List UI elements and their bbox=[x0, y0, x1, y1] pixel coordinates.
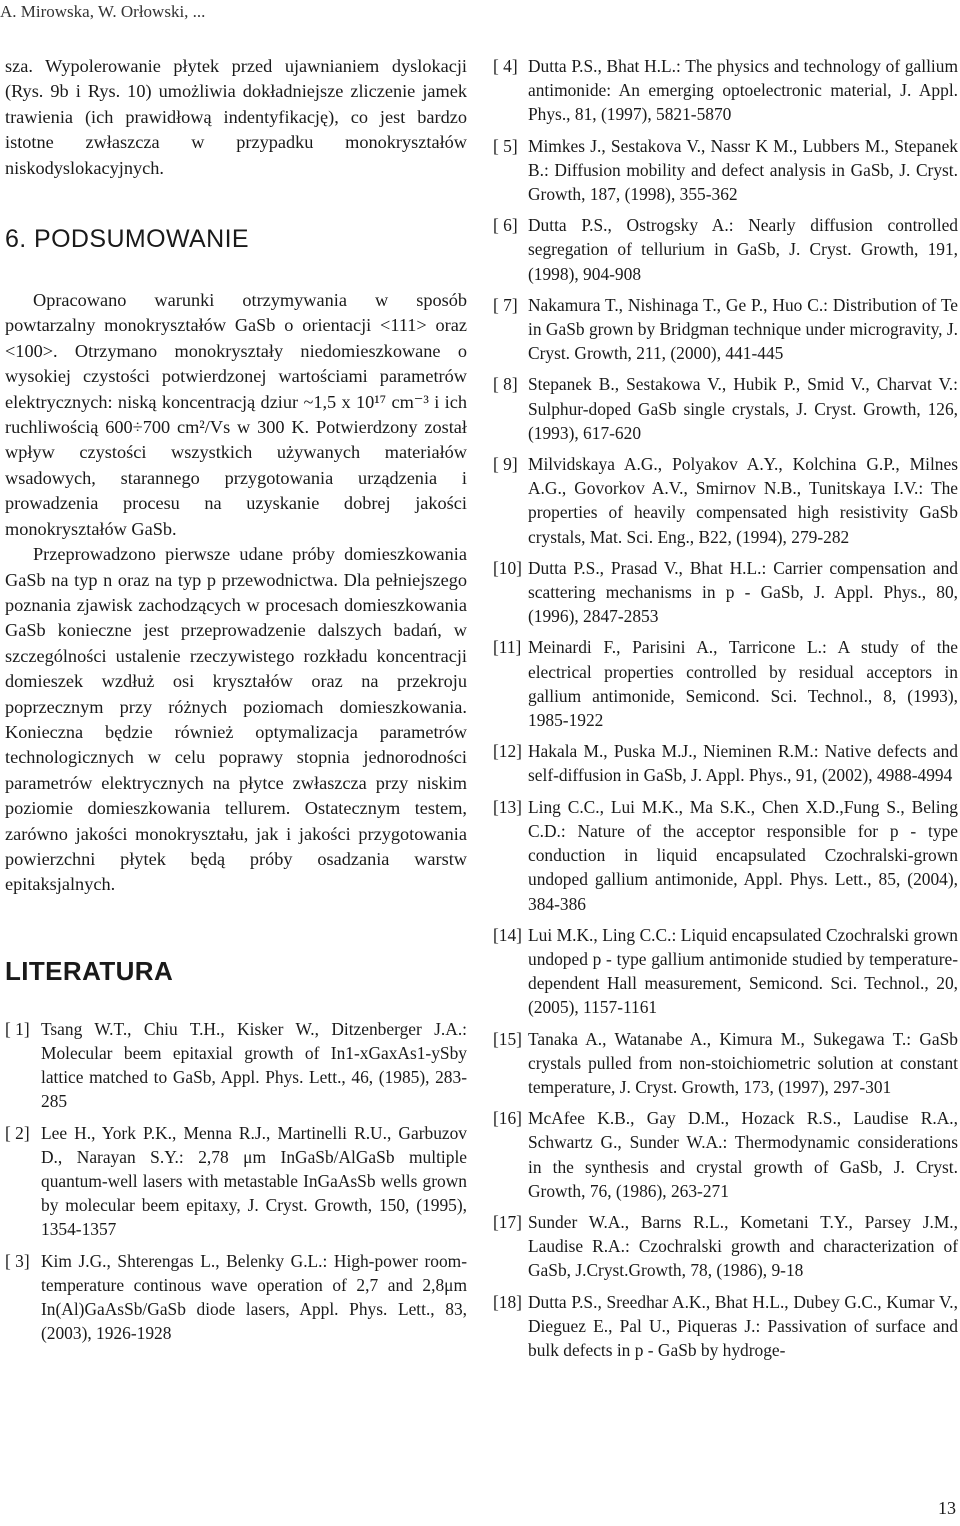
reference-text: Dutta P.S., Prasad V., Bhat H.L.: Carrier compensation and scattering mechanisms in p - GaSb, J. Appl. Phys., 80, (1996), 2847-2853 bbox=[528, 557, 958, 627]
section-heading-literatura: LITERATURA bbox=[5, 955, 174, 986]
reference-text: Ling C.C., Lui M.K., Ma S.K., Chen X.D.,Fung S., Beling C.D.: Nature of the acceptor responsible for p - type conduction in liquid encapsulated Czochralski-grown undoped gallium antimonide, Appl. Phys. Lett., 85, (2004), 384-386 bbox=[528, 796, 958, 914]
reference-text: Lui M.K., Ling C.C.: Liquid encapsulated Czochralski grown undoped p - type gallium antimonide studied by temperature-dependent Hall measurement, Semicond. Sci. Technol., 20, (2005), 1157-1161 bbox=[528, 924, 958, 1018]
reference-item bbox=[493, 635, 958, 732]
reference-text: Dutta P.S., Ostrogsky A.: Nearly diffusion controlled segregation of tellurium in GaSb, J. Cryst. Growth, 191, (1998), 904-908 bbox=[528, 215, 958, 284]
reference-item bbox=[493, 1027, 958, 1100]
reference-number: [ 6] bbox=[493, 215, 518, 236]
reference-number: [ 4] bbox=[493, 56, 518, 76]
reference-number: [18] bbox=[493, 1291, 522, 1312]
left-column bbox=[5, 54, 467, 1352]
reference-item bbox=[493, 213, 958, 286]
reference-text: Nakamura T., Nishinaga T., Ge P., Huo C.: Distribution of Te in GaSb grown by Bridgman technique under microgravity, J. Cryst. Growth, 211, (2000), 441-445 bbox=[528, 294, 958, 364]
running-head: A. Mirowska, W. Orłowski, ... bbox=[0, 2, 206, 21]
reference-text: Stepanek B., Sestakowa V., Hubik P., Smid V., Charvat V.: Sulphur-doped GaSb single crystals, J. Cryst. Growth, 126, (1993), 617-620 bbox=[528, 374, 958, 443]
reference-text: Tanaka A., Watanabe A., Kimura M., Sukegawa T.: GaSb crystals pulled from non-stoichiometric solution at constant temperature, J. Cryst. Growth, 173, (1997), 297-301 bbox=[528, 1028, 958, 1097]
reference-item bbox=[493, 293, 958, 366]
reference-number: [ 7] bbox=[493, 294, 518, 315]
reference-text: Milvidskaya A.G., Polyakov A.Y., Kolchina G.P., Milnes A.G., Govorkov A.V., Smirnov N.B., Tunitskaya I.V.: The properties of heavily compensated high resistivity GaSb crystals, Mat. Sci. Eng., B22, (1994), 279-282 bbox=[528, 454, 958, 547]
reference-text: McAfee K.B., Gay D.M., Hozack R.S., Laudise R.A., Schwartz G., Sunder W.A.: Thermodynamic considerations in the synthesis and crystal growth of GaSb, J. Cryst. Growth, 76, (1986), 263-271 bbox=[528, 1108, 958, 1201]
reference-item bbox=[5, 1249, 467, 1346]
reference-number: [16] bbox=[493, 1108, 522, 1129]
reference-number: [ 3] bbox=[5, 1250, 30, 1271]
reference-text: Kim J.G., Shterengas L., Belenky G.L.: High-power room-temperature continous wave operation of 2,7 and 2,8μm In(Al)GaAsSb/GaSb diode lasers, Appl. Phys. Lett., 83, (2003), 1926-1928 bbox=[41, 1250, 467, 1344]
reference-number: [17] bbox=[493, 1211, 522, 1232]
intro-paragraph: sza. Wypolerowanie płytek przed ujawnianiem dyslokacji (Rys. 9b i Rys. 10) umożliwia dokładniejsze zliczenie jamek trawienia (ich prawidłową indentyfikację), co jest bardzo istotne zwłaszcza w przypadku monokryształów niskodyslokacyjnych. bbox=[5, 56, 467, 178]
reference-number: [11] bbox=[493, 637, 522, 658]
reference-number: [ 5] bbox=[493, 135, 518, 156]
reference-number: [ 1] bbox=[5, 1018, 30, 1039]
reference-item bbox=[5, 1121, 467, 1242]
reference-item bbox=[493, 452, 958, 549]
reference-number: [14] bbox=[493, 924, 522, 945]
reference-text: Meinardi F., Parisini A., Tarricone L.: A study of the electrical properties controlled by residual acceptors in gallium antimonide, Semicond. Sci. Technol., 8, (1993), 1985-1922 bbox=[528, 637, 958, 731]
reference-number: [ 8] bbox=[493, 374, 518, 395]
reference-list-right bbox=[493, 54, 958, 1362]
reference-text: Hakala M., Puska M.J., Nieminen R.M.: Native defects and self-diffusion in GaSb, J. Appl. Phys., 91, (2002), 4988-4994 bbox=[528, 741, 958, 786]
summary-paragraph: Opracowano warunki otrzymywania w sposób powtarzalny monokryształów GaSb o orientacji <111> oraz <100>. Otrzymano monokryształy niedomieszkowane o wysokiej czystości potwierdzonej wartościami parametrów elektrycznych: niską koncentracją dziur ~1,5 x 10¹⁷ cm⁻³ i ich ruchliwością 600÷700 cm²/Vs w 300 K. Potwierdzony został wpływ czystości wszystkich używanych materiałów wsadowych, starannego przygotowania urządzenia i prowadzenia procesu na uzyskanie dobrej jakości monokryształów GaSb. bbox=[5, 290, 467, 539]
reference-number: [10] bbox=[493, 557, 522, 578]
reference-text: Dutta P.S., Sreedhar A.K., Bhat H.L., Dubey G.C., Kumar V., Dieguez E., Pal U., Piqueras J.: Passivation of surface and bulk defects in p - GaSb by hydroge- bbox=[528, 1291, 958, 1360]
reference-item bbox=[493, 1290, 958, 1363]
reference-item bbox=[493, 134, 958, 207]
reference-item bbox=[493, 54, 958, 127]
reference-item bbox=[493, 556, 958, 629]
page-number: 13 bbox=[938, 1498, 956, 1518]
reference-text: Sunder W.A., Barns R.L., Kometani T.Y., Parsey J.M., Laudise R.A.: Czochralski growth and characterization of GaSb, J.Cryst.Growth, 78, (1986), 9-18 bbox=[528, 1211, 958, 1281]
reference-item bbox=[493, 372, 958, 445]
reference-item bbox=[493, 1106, 958, 1203]
reference-text: Mimkes J., Sestakova V., Nassr K M., Lubbers M., Stepanek B.: Diffusion mobility and defect analysis in GaSb, J. Cryst. Growth, 187, (1998), 355-362 bbox=[528, 135, 958, 205]
reference-item bbox=[493, 1210, 958, 1283]
reference-list-left bbox=[5, 1017, 467, 1346]
reference-number: [13] bbox=[493, 796, 522, 817]
reference-number: [ 2] bbox=[5, 1122, 30, 1143]
reference-text: Lee H., York P.K., Menna R.J., Martinelli R.U., Garbuzov D., Narayan S.Y.: 2,78 μm InGaSb/AlGaSb multiple quantum-well lasers with metastable InGaAsSb wells grown by molecular beem epitaxy, J. Cryst. Growth, 150, (1995), 1354-1357 bbox=[41, 1122, 467, 1240]
reference-item bbox=[493, 923, 958, 1020]
reference-item bbox=[493, 795, 958, 916]
reference-item bbox=[5, 1017, 467, 1114]
reference-number: [12] bbox=[493, 741, 522, 762]
reference-item bbox=[493, 739, 958, 787]
right-column bbox=[493, 54, 958, 1369]
reference-text: Tsang W.T., Chiu T.H., Kisker W., Ditzenberger J.A.: Molecular beem epitaxial growth of In1-xGaxAs1-ySby lattice matched to GaSb, Appl. Phys. Lett., 46, (1985), 283-285 bbox=[41, 1018, 467, 1112]
section-heading-podsumowanie: 6. PODSUMOWANIE bbox=[5, 225, 249, 254]
summary-paragraph: Przeprowadzono pierwsze udane próby domieszkowania GaSb na typ n oraz na typ p przewodnictwa. Dla pełniejszego poznania zjawisk zachodzących w procesach domieszkowania GaSb konieczne jest przeprowadzenie dalszych badań, w szczególności ustalenie rzeczywistego rozkładu koncentracji domieszek wzdłuż osi kryształów oraz na przekroju poprzecznym przy różnych poziomach domieszkowania. Konieczna będzie również optymalizacja parametrów technologicznych w celu poprawy stopnia jednorodności parametrów elektrycznych na płytce zwłaszcza przy niskim poziomie domieszkowania tellurem. Ostatecznym testem, zarówno jakości monokryształu, jak i jakości przygotowania powierzchni płytek będą próby osadzania warstw epitaksjalnych. bbox=[5, 544, 467, 895]
reference-number: [ 9] bbox=[493, 454, 518, 475]
reference-number: [15] bbox=[493, 1028, 522, 1049]
reference-text: Dutta P.S., Bhat H.L.: The physics and technology of gallium antimonide: An emerging optoelectronic material, J. Appl. Phys., 81, (1997), 5821-5870 bbox=[528, 56, 958, 125]
